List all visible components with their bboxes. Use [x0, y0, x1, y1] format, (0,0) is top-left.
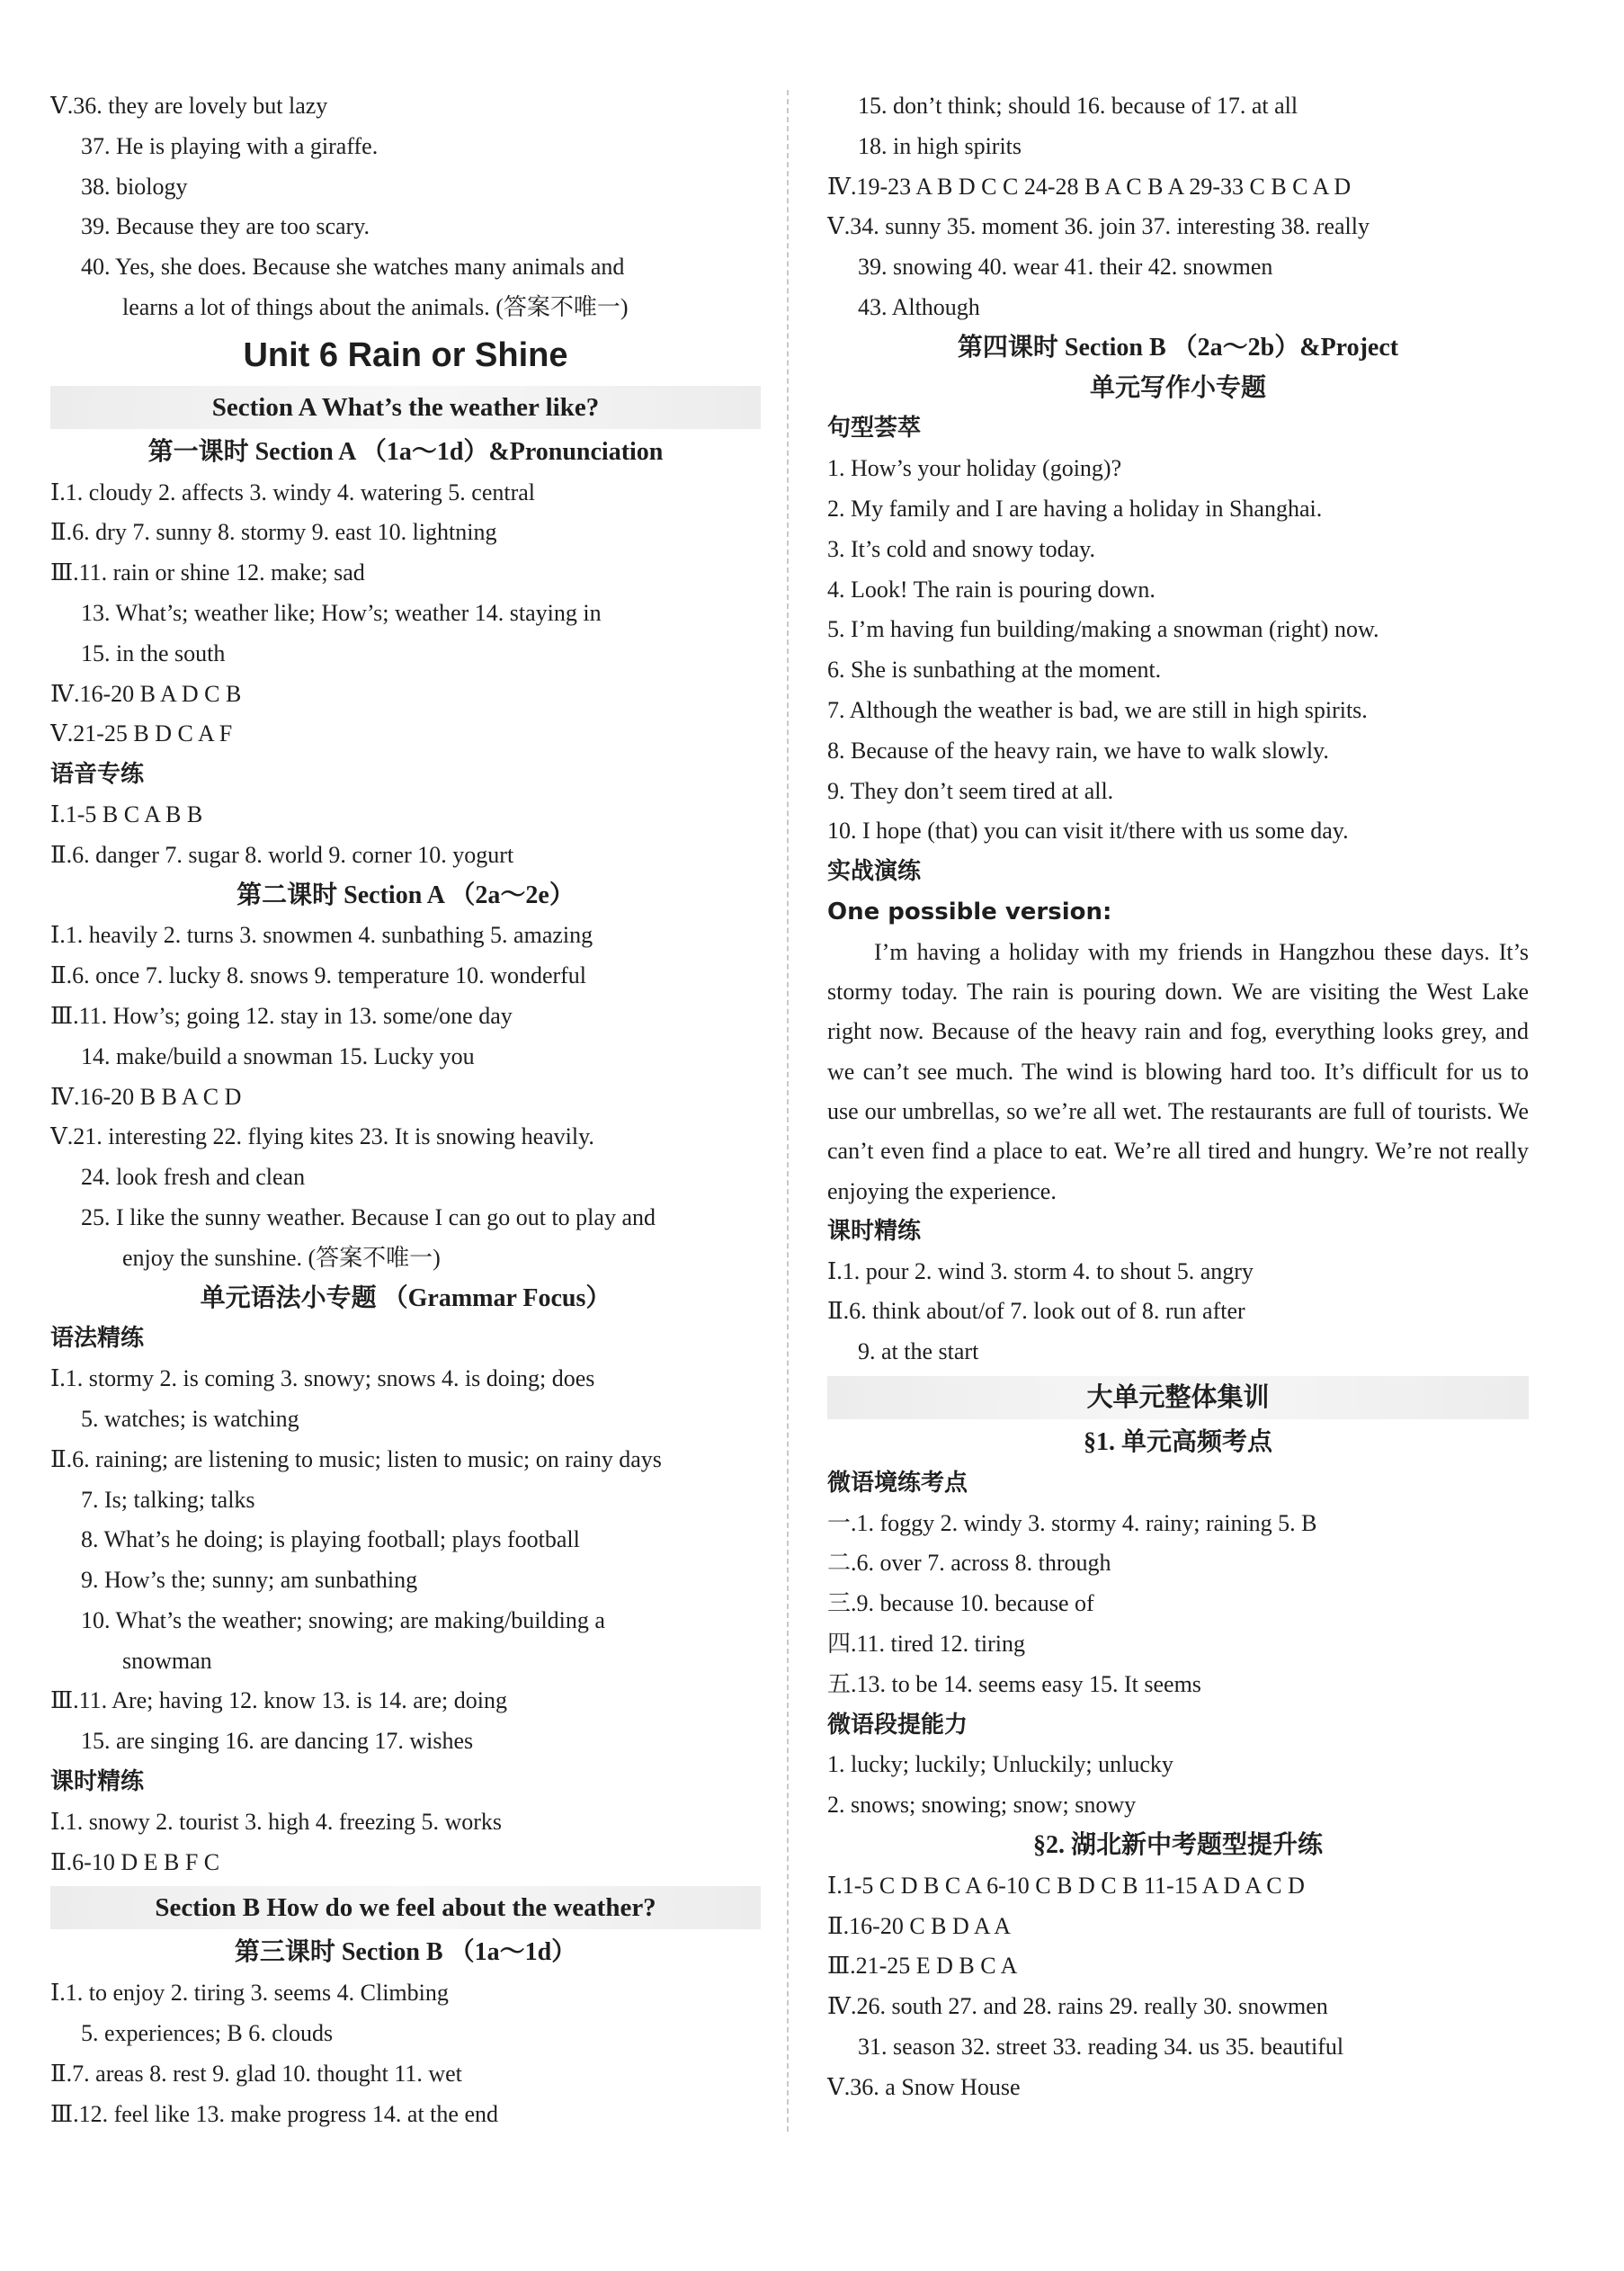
answer-line: 37. He is playing with a giraffe. [81, 132, 379, 159]
answer-line: 13. What’s; weather like; How’s; weather 14. staying in [81, 599, 602, 626]
answer-line: 1. How’s your holiday (going)? [827, 455, 1122, 482]
answer-line: Ⅰ.1. pour 2. wind 3. storm 4. to shout 5. angry [827, 1257, 1254, 1284]
answer-line: 24. look fresh and clean [81, 1164, 306, 1191]
answer-line: 四.11. tired 12. tiring [827, 1630, 1026, 1657]
answer-line: 10. What’s the weather; snowing; are making/building a [81, 1606, 605, 1633]
answer-line: Ⅱ.6. danger 7. sugar 8. world 9. corner 10. yogurt [50, 841, 514, 868]
answer-line: 10. I hope (that) you can visit it/there with us some day. [827, 818, 1349, 845]
answer-line: 40. Yes, she does. Because she watches many animals and [81, 254, 625, 281]
answer-line: 二.6. over 7. across 8. through [827, 1550, 1111, 1577]
lesson-heading: 单元写作小专题 [1089, 373, 1266, 402]
answer-line: Ⅲ.21-25 E D B C A [827, 1953, 1018, 1980]
answer-line: Ⅱ.6. once 7. lucky 8. snows 9. temperature 10. wonderful [50, 962, 587, 989]
answer-line: 14. make/build a snowman 15. Lucky you [81, 1042, 475, 1069]
answer-line: Ⅳ.26. south 27. and 28. rains 29. really 30. snowmen [827, 1993, 1328, 2020]
answer-line: 39. snowing 40. wear 41. their 42. snowmen [858, 254, 1273, 281]
left-column [50, 86, 761, 2134]
answer-line: 8. What’s he doing; is playing football; plays football [81, 1526, 580, 1553]
answer-line: 5. experiences; B 6. clouds [81, 2020, 334, 2047]
answer-line: Ⅰ.1. heavily 2. turns 3. snowmen 4. sunbathing 5. amazing [50, 922, 593, 949]
subsection-label: 实战演练 [827, 858, 922, 886]
answer-line: 9. at the start [858, 1338, 979, 1365]
answer-line: 6. She is sunbathing at the moment. [827, 657, 1162, 684]
answer-line: 9. How’s the; sunny; am sunbathing [81, 1567, 418, 1594]
answer-line: 三.9. because 10. because of [827, 1590, 1094, 1617]
answer-line: 43. Although [858, 293, 980, 320]
right-column [827, 86, 1529, 2108]
answer-line: 五.13. to be 14. seems easy 15. It seems [827, 1670, 1201, 1697]
answer-line: 5. watches; is watching [81, 1405, 299, 1432]
subsection-label: One possible version: [827, 898, 1112, 925]
lesson-heading: §1. 单元高频考点 [1083, 1428, 1272, 1456]
answer-line: Ⅴ.21-25 B D C A F [50, 720, 233, 747]
answer-line: Ⅱ.6. think about/of 7. look out of 8. run after [827, 1298, 1245, 1325]
answer-line: Ⅱ.16-20 C B D A A [827, 1912, 1012, 1939]
lesson-heading: 第二课时 Section A （2a～2e） [236, 881, 575, 909]
answer-line: 38. biology [81, 173, 188, 200]
answer-line: 39. Because they are too scary. [81, 213, 370, 240]
subsection-label: 语法精练 [50, 1325, 145, 1353]
answer-line: 25. I like the sunny weather. Because I can go out to play and [81, 1203, 656, 1230]
answer-line: Ⅱ.6-10 D E B F C [50, 1848, 220, 1875]
answer-line: Ⅰ.1-5 C D B C A 6-10 C B D C B 11-15 A D A C D [827, 1872, 1305, 1899]
answer-line: Ⅰ.1. snowy 2. tourist 3. high 4. freezing 5. works [50, 1808, 503, 1835]
subsection-label: 课时精练 [50, 1768, 145, 1796]
answer-line: Ⅴ.21. interesting 22. flying kites 23. It is snowing heavily. [50, 1123, 594, 1150]
section-banner: 大单元整体集训 [827, 1376, 1529, 1419]
answer-line: Ⅴ.34. sunny 35. moment 36. join 37. interesting 38. really [827, 213, 1370, 240]
answer-line: Ⅰ.1. cloudy 2. affects 3. windy 4. watering 5. central [50, 478, 536, 505]
subsection-label: 微语段提能力 [827, 1711, 968, 1739]
answer-line: 1. lucky; luckily; Unluckily; unlucky [827, 1751, 1173, 1778]
answer-line: Ⅳ.16-20 B A D C B [50, 680, 242, 707]
answer-line: Ⅳ.19-23 A B D C C 24-28 B A C B A 29-33 C B C A D [827, 173, 1352, 200]
answer-line: Ⅲ.11. How’s; going 12. stay in 13. some/one day [50, 1002, 513, 1029]
answer-line: 15. are singing 16. are dancing 17. wishes [81, 1728, 474, 1755]
answer-line: 3. It’s cold and snowy today. [827, 535, 1095, 562]
answer-line: Ⅴ.36. a Snow House [827, 2073, 1021, 2100]
subsection-label: 课时精练 [827, 1217, 922, 1245]
answer-line: Ⅱ.6. dry 7. sunny 8. stormy 9. east 10. lightning [50, 519, 497, 546]
answer-line-continued: snowman [122, 1647, 212, 1674]
answer-line: 15. in the south [81, 639, 226, 666]
unit-title: Unit 6 Rain or Shine [243, 335, 568, 374]
answer-line: Ⅱ.6. raining; are listening to music; listen to music; on rainy days [50, 1445, 662, 1472]
answer-line: 15. don’t think; should 16. because of 17. at all [858, 93, 1298, 119]
subsection-label: 句型荟萃 [827, 415, 922, 443]
answer-line: 18. in high spirits [858, 132, 1022, 159]
answer-line: 9. They don’t seem tired at all. [827, 777, 1114, 804]
answer-line: 2. My family and I are having a holiday in Shanghai. [827, 495, 1323, 522]
lesson-heading: 第四课时 Section B （2a～2b）&Project [957, 333, 1399, 362]
answer-line: 5. I’m having fun building/making a snowman (right) now. [827, 616, 1379, 643]
answer-line: Ⅲ.12. feel like 13. make progress 14. at the end [50, 2100, 498, 2127]
lesson-heading: 第一课时 Section A （1a～1d）&Pronunciation [147, 437, 664, 466]
answer-line-continued: enjoy the sunshine. (答案不唯一) [122, 1244, 441, 1271]
column-divider [787, 90, 789, 2132]
answer-line: 2. snows; snowing; snow; snowy [827, 1792, 1137, 1819]
section-banner: Section B How do we feel about the weather? [50, 1886, 761, 1929]
answer-line: Ⅴ.36. they are lovely but lazy [50, 93, 328, 119]
section-banner: Section A What’s the weather like? [50, 386, 761, 429]
lesson-heading: 第三课时 Section B （1a～1d） [234, 1938, 577, 1967]
subsection-label: 微语境练考点 [827, 1469, 968, 1497]
answer-line: Ⅰ.1. stormy 2. is coming 3. snowy; snows 4. is doing; does [50, 1365, 595, 1392]
answer-line: Ⅲ.11. rain or shine 12. make; sad [50, 559, 365, 586]
answer-line: 7. Is; talking; talks [81, 1486, 255, 1513]
answer-line-continued: learns a lot of things about the animals. (答案不唯一) [122, 293, 629, 320]
answer-line: 31. season 32. street 33. reading 34. us 35. beautiful [858, 2033, 1344, 2060]
answer-line: Ⅱ.7. areas 8. rest 9. glad 10. thought 11. wet [50, 2060, 462, 2087]
subsection-label: 语音专练 [50, 761, 145, 789]
lesson-heading: §2. 湖北新中考题型提升练 [1032, 1830, 1323, 1859]
answer-line: 7. Although the weather is bad, we are still in high spirits. [827, 696, 1368, 723]
answer-line: Ⅲ.11. Are; having 12. know 13. is 14. are; doing [50, 1687, 507, 1714]
answer-line: 一.1. foggy 2. windy 3. stormy 4. rainy; raining 5. B [827, 1509, 1317, 1536]
answer-line: 4. Look! The rain is pouring down. [827, 576, 1156, 603]
answer-line: Ⅰ.1-5 B C A B B [50, 800, 203, 827]
answer-line: Ⅳ.16-20 B B A C D [50, 1083, 242, 1110]
answer-line: 8. Because of the heavy rain, we have to walk slowly. [827, 737, 1329, 764]
model-essay: I’m having a holiday with my friends in Hangzhou these days. It’s stormy today. The rain is pouring down. We are visiting the West Lake right now. Because of the heavy rain and fog, everything looks grey, and we can’t see much. The wind is blowing hard too. It’s difficult for us to use our umbrellas, so we’re all wet. The restaurants are full of tourists. We can’t even find a place to eat. We’re all tired and hungry. We’re not really enjoying the experience. [827, 938, 1529, 1204]
lesson-heading: 单元语法小专题 （Grammar Focus） [200, 1283, 611, 1312]
answer-line: Ⅰ.1. to enjoy 2. tiring 3. seems 4. Climbing [50, 1980, 449, 2007]
